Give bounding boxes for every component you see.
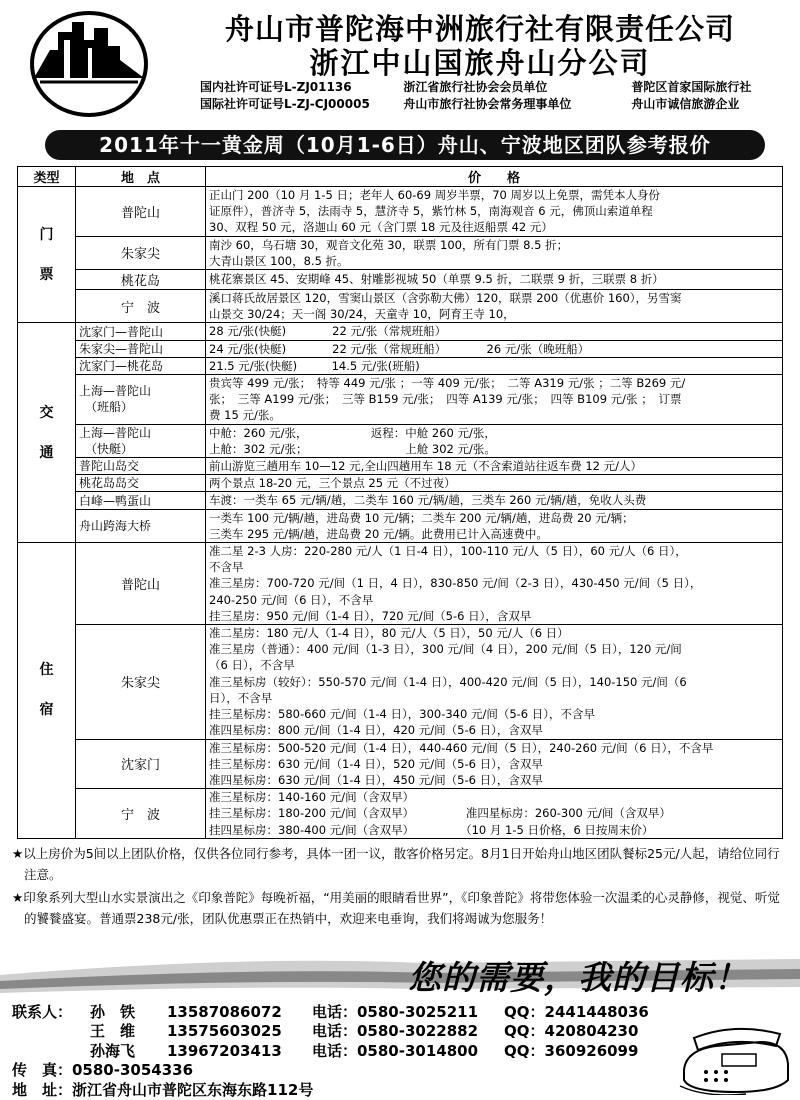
transport-row [18,340,783,357]
honor-1: 普陀区首家国际旅行社 [631,80,752,94]
price-line: 准二星房：180 元/人（1-4 日），80 元/人（5 日），50 元/人（6 日） [209,626,569,641]
company-line1: 舟山市普陀海中洲旅行社有限责任公司 [224,12,735,46]
price-line: 南沙 60，乌石塘 30，观音文化苑 30，联票 100，所有门票 8.5 折； [209,237,569,252]
slogan: 您的需要，我的目标！ [408,958,748,997]
contact-tel: 电话：0580-3022882 [312,1022,479,1041]
contact-tel: 电话：0580-3025211 [312,1003,479,1021]
price-line: 28 元/张(快艇) 22 元/张（常规班船） [209,324,447,339]
table-header-row [18,167,783,187]
price-detail [206,475,783,492]
table-body [18,187,783,839]
place-name: 上海—普陀山 （班船） [76,375,206,425]
address: 地 址：浙江省舟山市普陀区东海东路112号 [12,1080,314,1099]
place-name: 沈家门—桃花岛 [76,357,206,374]
price-line: 车渡：一类车 65 元/辆/趟，二类车 160 元/辆/趟，三类车 260 元/辆/趟，免收人头费 [209,493,647,508]
price-line: 正山门 200（10 月 1-5 日；老年人 60-69 周岁半票，70 周岁以上免票，需凭本人身份 [209,188,661,202]
price-detail [206,625,783,739]
fax: 传 真：0580-3054336 [12,1061,194,1080]
contact-name: 孙 铁 [90,1003,136,1021]
company-logo-icon [28,10,150,118]
price-line: 挂三星标房：580-660 元/间（1-4 日），300-340 元/间（5-6 日），不含早 [209,707,596,722]
place-name: 沈家门 [76,739,206,789]
price-line: 溪口蒋氏故居景区 120，雪窦山景区（含弥勒大佛）120，联票 200（优惠价 160），另雪窦 [209,291,682,306]
price-line: 日），不含早 [209,690,273,705]
place-name: 普陀山 [76,543,206,625]
price-detail [206,543,783,625]
price-line: 上舱：302 元/张； 上舱 302 元/张。 [209,441,496,456]
price-line: 准三星标房：500-520 元/间（1-4 日），440-460 元/间（5 日），240-260 元/间（6 日），不含早 [209,740,714,755]
company-name [170,12,790,80]
category-transport: 交 通 [18,323,76,543]
price-line: 准三星房：700-720 元/间（1 日，4 日），830-850 元/间（2-3 日），430-450 元/间（5 日）， [209,576,702,591]
price-line: 21.5 元/张(快艇) 14.5 元/张(班船) [209,358,420,373]
company-line2: 浙江中山国旅舟山分公司 [309,46,651,80]
header [0,0,800,125]
price-line: 不含早 [209,560,244,575]
license-international: 国际社许可证号L-ZJ-CJ00005 [200,97,370,111]
place-name: 上海—普陀山 （快艇） [76,424,206,457]
contact-qq: QQ：420804230 [504,1022,639,1041]
membership: 浙江省旅行社协会会员单位 [403,80,548,94]
price-detail [206,424,783,457]
header-price: 价 格 [206,167,783,187]
header-type: 类型 [18,167,76,187]
contact-mobile: 13575603025 [167,1022,282,1041]
lodging-row [18,789,783,839]
place-name: 舟山跨海大桥 [76,509,206,542]
price-detail [206,340,783,357]
place-name: 桃花岛 [76,270,206,290]
transport-row [18,458,783,475]
price-line: 大青山景区 100，8.5 折。 [209,253,349,268]
price-line: 张； 三等 A199 元/张； 三等 B159 元/张； 四等 A139 元/张； 四等 B109 元/张 ； 订票 [209,392,682,407]
ticket-row [18,290,783,323]
contact-mobile: 13587086072 [167,1003,282,1021]
place-name: 朱家尖 [76,236,206,269]
price-line: （6 日），不含早 [209,658,295,673]
place-name: 宁 波 [76,290,206,323]
price-line: 准二星 2-3 人房：220-280 元/人（1 日-4 日），100-110 元/人（5 日），60 元/人（6 日）， [209,544,687,559]
transport-row [18,492,783,509]
note-show: ★印象系列大型山水实景演出之《印象普陀》每晚祈福，“用美丽的眼睛看世界”，《印象普陀》将带您体验一次温柔的心灵静修，视觉、听觉的饕餮盛宴。普通票238元/张，团队优惠票正在热销中，欢迎来电垂询，我们将竭诚为您服务！ [12,890,780,926]
council-role: 舟山市旅行社协会常务理事单位 [403,97,572,111]
price-line: 挂四星标房：380-400 元/间（含双早） （10 月 1-5 日价格，6 日按周末价） [209,822,654,837]
page-title: 2011年十一黄金周（10月1-6日）舟山、宁波地区团队参考报价 [45,130,765,160]
price-line: 240-250 元/间（6 日），不含早 [209,592,374,607]
price-detail [206,270,783,290]
place-name: 白峰—鸭蛋山 [76,492,206,509]
ticket-row [18,236,783,269]
price-line: 准三星房（普通）：400 元/间（1-3 日），300 元/间（4 日），200 元/间（5 日），120 元/间 [209,642,682,657]
place-name: 桃花岛岛交 [76,475,206,492]
contact-name: 孙海飞 [90,1041,136,1060]
price-detail [206,187,783,237]
price-line: 一类车 100 元/辆/趟，进岛费 10 元/辆；二类车 200 元/辆/趟，进岛费 20 元/辆； [209,510,634,525]
price-line: 准四星标房：630 元/间（1-4 日），450 元/间（5-6 日），含双早 [209,772,543,787]
price-line: 挂三星房：950 元/间（1-4 日），720 元/间（5-6 日），含双早 [209,608,532,623]
price-line: 贵宾等 499 元/张； 特等 449 元/张 ；一等 409 元/张； 二等 A319 元/张 ；二等 B269 元/ [209,376,686,391]
price-line: 证原件），普济寺 5，法雨寺 5，慧济寺 5，紫竹林 5，南海观音 6 元，佛顶山索道单程 [209,204,653,219]
place-name: 普陀山 [76,187,206,237]
place-name: 普陀山岛交 [76,458,206,475]
lodging-row [18,625,783,739]
transport-row [18,475,783,492]
price-detail [206,236,783,269]
price-line: 30、双程 50 元，洛迦山 60 元（含门票 18 元及往返船票 42 元） [209,220,553,235]
ticket-row [18,270,783,290]
place-name: 沈家门—普陀山 [76,323,206,340]
price-table [17,166,783,839]
transport-row [18,509,783,542]
price-detail [206,739,783,789]
category-tickets: 门 票 [18,187,76,323]
price-line: 桃花寨景区 45、安期峰 45、射雕影视城 50（单票 9.5 折，二联票 9 折，三联票 8 折） [209,272,664,287]
price-detail [206,458,783,475]
contact-label: 联系人： [12,1003,73,1021]
price-line: 准三星标房（较好）：550-570 元/间（1-4 日），400-420 元/间（5 日），140-150 元/间（6 [209,674,687,689]
price-detail [206,357,783,374]
note-pricing: ★以上房价为5间以上团队价格，仅供各位同行参考，具体一团一议，散客价格另定。8月1日开始舟山地区团队餐标25元/人起，请给位同行注意。 [12,846,780,882]
telephone-icon [676,1020,794,1095]
transport-row [18,357,783,374]
price-line: 山景交 30/24；天一阁 30/24，天童寺 10，阿育王寺 10， [209,307,515,322]
honor-2: 舟山市诚信旅游企业 [631,97,740,111]
price-detail [206,375,783,425]
price-line: 准三星标房：140-160 元/间（含双早） [209,790,415,805]
price-detail [206,323,783,340]
contact-qq: QQ：2441448036 [504,1003,649,1021]
license-info [200,79,800,113]
transport-row [18,375,783,425]
price-line: 24 元/张(快艇) 22 元/张（常规班船） 26 元/张（晚班船） [209,341,590,356]
lodging-row [18,543,783,625]
price-line: 三类车 295 元/辆/趟，进岛费 20 元/辆。此费用已计入高速费中。 [209,526,548,541]
price-detail [206,492,783,509]
contact-mobile: 13967203413 [167,1041,282,1060]
category-lodging: 住 宿 [18,543,76,839]
price-detail [206,789,783,839]
price-line: 挂三星标房：180-200 元/间（含双早） 准四星标房：260-300 元/间（含双早） [209,806,671,821]
price-line: 前山游览三趟用车 10—12 元,全山四趟用车 18 元（不含索道站往返车费 12 元/人） [209,459,642,474]
contact-name: 王 维 [90,1022,136,1041]
price-line: 费 15 元/张。 [209,408,281,423]
header-place: 地 点 [76,167,206,187]
price-line: 准四星标房：800 元/间（1-4 日），420 元/间（5-6 日），含双早 [209,723,543,738]
price-line: 两个景点 18-20 元，三个景点 25 元（不过夜） [209,476,456,491]
price-detail [206,290,783,323]
notes [12,843,788,931]
price-line: 挂三星标房：630 元/间（1-4 日），520 元/间（5-6 日），含双早 [209,756,543,771]
license-domestic: 国内社许可证号L-ZJ01136 [200,80,352,94]
contact-qq: QQ：360926099 [504,1041,639,1060]
transport-row [18,424,783,457]
place-name: 朱家尖 [76,625,206,739]
place-name: 朱家尖—普陀山 [76,340,206,357]
ticket-row [18,187,783,237]
contact-tel: 电话：0580-3014800 [312,1041,479,1060]
price-line: 中舱：260 元/张， 返程：中舱 260 元/张， [209,425,496,440]
price-detail [206,509,783,542]
lodging-row [18,739,783,789]
place-name: 宁 波 [76,789,206,839]
transport-row [18,323,783,340]
